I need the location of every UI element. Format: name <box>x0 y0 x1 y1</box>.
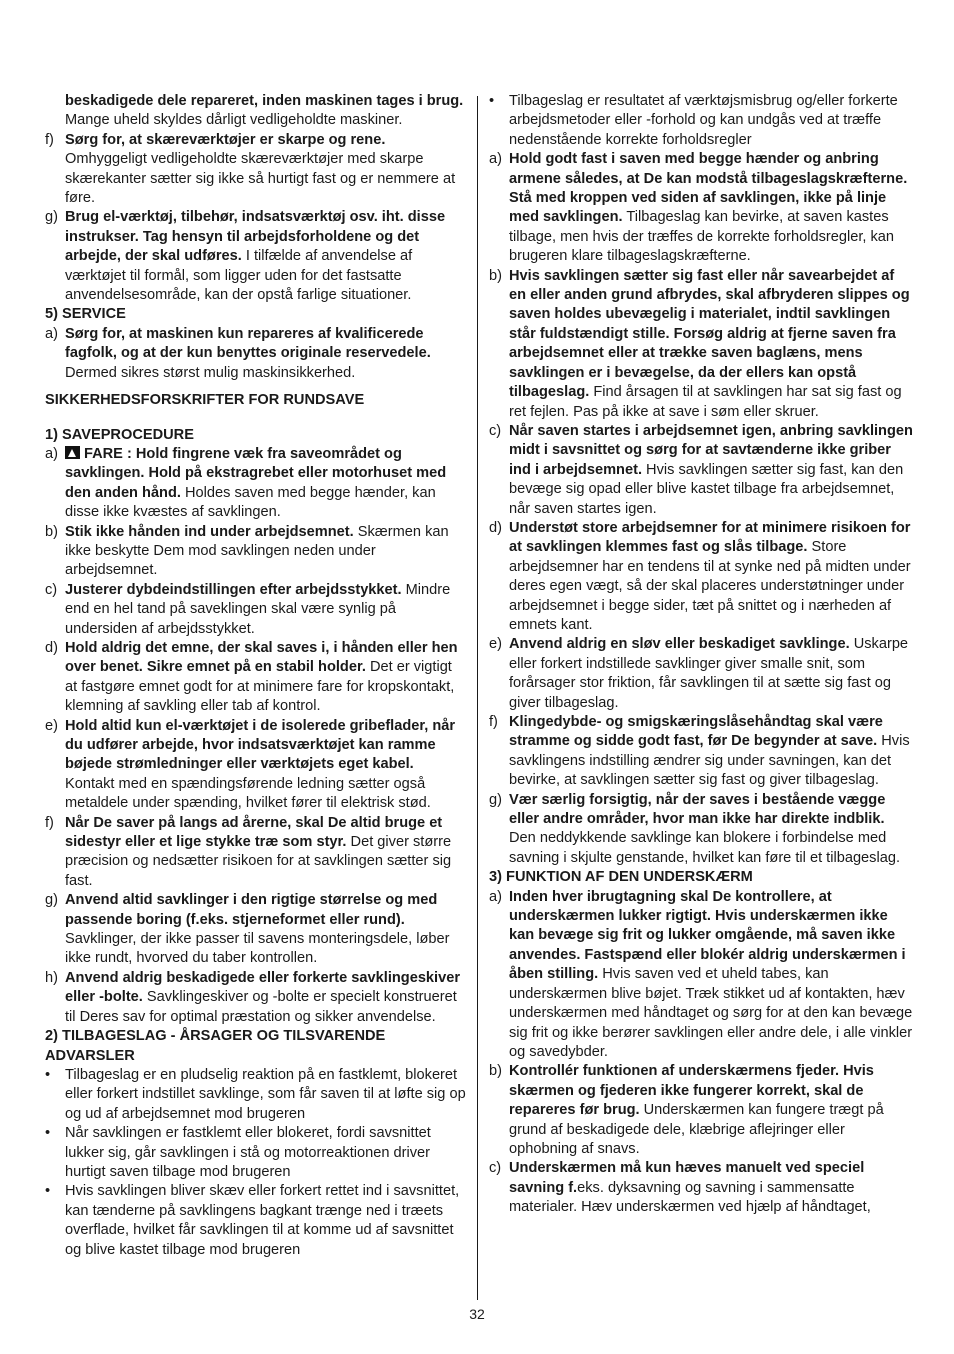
list-marker: g) <box>489 791 502 808</box>
list-marker: g) <box>45 892 58 909</box>
bold-instruction: Anvend altid savklinger i den rigtige størrelse og med passende boring (f.eks. stjerneformet eller rund). <box>65 892 438 928</box>
list-marker: c) <box>45 581 58 598</box>
instruction-paragraph <box>45 969 467 1027</box>
right-column <box>489 92 913 1218</box>
explanation-text: Mindre end en hel tand på saveklingen skal være synlig på undersiden af arbejdsstykket. <box>65 581 451 637</box>
list-marker: a) <box>45 445 58 462</box>
list-marker: b) <box>45 523 58 540</box>
bold-instruction: Hvis savklingen sætter sig fast eller når savearbejdet af en eller anden grund afbrydes, skal afbryderen slippes og saven holdes ubevægelig i materialet, indtil savklingen står fuldstændigt stille. Forsøg aldrig at fjerne saven fra arbejdsemnet eller at trække saven baglæns, mens savklingen er i bevægelse, da der ellers kan opstå tilbageslag. <box>509 267 910 401</box>
list-marker: e) <box>489 636 502 653</box>
bold-instruction: Anvend aldrig en sløv eller beskadiget savklinge. <box>509 636 850 653</box>
explanation-text: Hvis saven ved et uheld tabes, kan underskærmen blive bøjet. Træk stikket ud af kontakten, hæv underskærmen med håndtaget og sørg for at den kan bevæge sig frit og ikke berører savklingen eller andre dele, i alle vinkler og savedybder. <box>509 966 913 1060</box>
explanation-text: Underskærmen kan fungere trægt på grund af beskadigede dele, klæbrige aflejringer eller ophobning af snavs. <box>509 1102 884 1157</box>
bold-instruction: Hold altid kun el-værktøjet i de isolerede gribeflader, når du udfører arbejde, hvor indsatsværktøjet kan ramme bøjede strømledninger eller værktøjets eget kabel. <box>65 717 456 773</box>
instruction-paragraph <box>45 325 467 383</box>
paragraph-text <box>65 92 467 131</box>
instruction-paragraph <box>489 713 913 791</box>
instruction-paragraph <box>489 422 913 519</box>
bold-instruction: Kontrollér funktionen af underskærmens fjeder. Hvis skærmen og fjederen ikke fungerer korrekt, skal de repareres før brug. <box>509 1063 874 1119</box>
explanation-text: I tilfælde af anvendelse af værktøjet til formål, som ligger uden for det fastsatte anvendelsesområde, kan der opstå farlige situationer. <box>65 248 413 304</box>
paragraph-text <box>65 639 467 717</box>
list-marker: • <box>489 93 495 109</box>
instruction-paragraph <box>489 791 913 869</box>
explanation-text: Uskarpe eller forkert indstillede savklinger giver smalle snit, som forårsager stor friktion, får savklingen til at sætte sig fast og giver tilbageslag. <box>509 636 909 711</box>
paragraph-text <box>509 888 913 1063</box>
bold-instruction: Hold godt fast i saven med begge hænder og anbring armene således, at De kan modstå tilbageslagskræfterne. Stå med kroppen ved siden af savklingen, ikke på linje med savklingen. <box>509 151 908 226</box>
paragraph-text <box>65 1124 467 1182</box>
explanation-text: Find årsagen til at savklingen har sat sig fast og ret fejlen. Pas på ikke at save i søm eller skruer. <box>509 384 902 420</box>
bold-instruction: Når De saver på langs ad årerne, skal De altid bruge et sidestyr eller et lige stykke træ som styr. <box>65 814 443 851</box>
instruction-paragraph <box>45 1182 467 1260</box>
paragraph-text <box>65 969 467 1027</box>
paragraph-text <box>65 1066 467 1124</box>
paragraph-text <box>65 581 467 639</box>
subsection-heading: 1) SAVEPROCEDURE <box>45 426 194 443</box>
left-column <box>45 92 467 1260</box>
explanation-text: Omhyggeligt vedligeholdte skæreværktøjer med skarpe skærekanter sætter sig ikke så hurtigt fast og er nemmere at føre. <box>65 151 456 207</box>
list-marker: e) <box>45 717 58 734</box>
explanation-text: Den neddykkende savklinge kan blokere i forbindelse med savning i skjulte genstande, hvilket kan føre til et tilbageslag. <box>509 830 901 866</box>
explanation-text: Hvis savklingens indstilling ændrer sig under savningen, kan det bevirke, at savklingen sætter sig fast og giver tilbageslag. <box>509 733 910 789</box>
bold-instruction: Vær særlig forsigtig, når der saves i bestående vægge eller andre områder, hvor man ikke har direkte indblik. <box>509 791 886 828</box>
explanation-text: Det er vigtigt at fastgøre emnet godt for at minimere fare for kropskontakt, klemning af savkling eller tab af kontrol. <box>65 659 455 715</box>
paragraph-text <box>509 791 913 869</box>
list-marker: c) <box>489 422 502 439</box>
list-marker: • <box>45 1125 51 1142</box>
explanation-text: Store arbejdsemner har en tendens til at synke ned på midten under deres egen vægt, så der skal placeres understøtninger under arbejdsemnet i begge sider, tæt på snittet og i nærheden af emnets kant. <box>509 539 911 633</box>
instruction-paragraph <box>489 92 913 150</box>
bold-instruction: Understøt store arbejdsemner for at minimere risikoen for at savklingen klemmes fast og slås tilbage. <box>509 519 911 556</box>
list-marker: f) <box>45 814 54 831</box>
list-marker: • <box>45 1183 51 1200</box>
bold-instruction: Anvend aldrig beskadigede eller forkerte savklingeskiver eller -bolte. <box>65 969 461 1006</box>
page-number: 32 <box>469 1306 485 1322</box>
instruction-paragraph <box>45 445 467 523</box>
paragraph-text <box>509 150 913 266</box>
explanation-text: Holdes saven med begge hænder, kan disse ikke kvæstes af savklingen. <box>65 484 436 521</box>
instruction-paragraph <box>489 519 913 635</box>
paragraph-text <box>65 717 467 814</box>
section-heading: SIKKERHEDSFORSKRIFTER FOR RUNDSAVE <box>45 392 365 409</box>
explanation-text: Savklingeskiver og -bolte er specielt konstrueret til Deres sav for optimal præstation og sikker anvendelse. <box>65 989 457 1025</box>
list-marker: f) <box>45 131 54 148</box>
instruction-paragraph <box>489 1159 913 1217</box>
instruction-paragraph <box>45 208 467 305</box>
paragraph-text <box>65 208 467 305</box>
instruction-paragraph <box>45 717 467 814</box>
paragraph-text <box>509 635 913 713</box>
instruction-paragraph <box>489 267 913 422</box>
instruction-paragraph <box>489 888 913 1063</box>
subsection-heading: 3) FUNKTION AF DEN UNDERSKÆRM <box>489 869 753 886</box>
explanation-text: Hvis savklingen bliver skæv eller forkert rettet ind i savsnittet, kan tænderne på savklingens bagkant trænge ned i træets overflade, hvilket får savklingen til at komme ud af savsnittet og blive kastet tilbage mod brugeren <box>65 1183 460 1258</box>
explanation-text: Skærmen kan ikke beskytte Dem mod savklingen neden under arbejdsemnet. <box>65 523 449 579</box>
warning-triangle-icon <box>65 446 80 459</box>
list-marker: • <box>45 1066 51 1083</box>
paragraph-text <box>65 325 467 383</box>
list-marker: c) <box>489 1160 502 1177</box>
instruction-paragraph <box>489 635 913 713</box>
list-marker: b) <box>489 1063 502 1080</box>
list-marker: a) <box>45 325 58 342</box>
explanation-text: Tilbageslag er resultatet af værktøjsmisbrug og/eller forkerte arbejdsmetoder eller -forhold og kan undgås ved at træffe nedenstående korrekte forholdsregler <box>509 93 898 148</box>
bold-instruction: Sørg for, at skæreværktøjer er skarpe og rene. <box>65 131 386 148</box>
explanation-text: eks. dyksavning og savning i sammensatte materialer. Hæv underskærmen ved hjælp af håndtaget, <box>509 1179 871 1216</box>
explanation-text: Mange uheld skyldes dårligt vedligeholdte maskiner. <box>65 112 403 129</box>
explanation-text: Når savklingen er fastklemt eller blokeret, fordi savsnittet lukker sig, går savklingen i stå og motorreaktionen driver hurtigt saven tilbage mod brugeren <box>65 1125 431 1180</box>
explanation-text: Dermed sikres størst mulig maskinsikkerhed. <box>65 364 356 381</box>
list-marker: d) <box>45 639 58 656</box>
paragraph-text <box>509 713 913 791</box>
list-marker: g) <box>45 209 58 226</box>
bold-instruction: beskadigede dele repareret, inden maskinen tages i brug. <box>65 93 464 109</box>
list-marker: d) <box>489 519 502 536</box>
paragraph-text <box>65 814 467 892</box>
paragraph-text <box>509 1159 913 1217</box>
bold-instruction: Stik ikke hånden ind under arbejdsemnet. <box>65 523 354 540</box>
explanation-text: Kontakt med en spændingsførende ledning sætter også metaldele under spænding, hvilket fører til elektrisk stød. <box>65 775 431 812</box>
paragraph-text <box>509 92 913 150</box>
subsection-heading: 2) TILBAGESLAG - ÅRSAGER OG TILSVARENDE ADVARSLER <box>45 1028 386 1064</box>
list-marker: h) <box>45 969 58 986</box>
explanation-text: Tilbageslag kan bevirke, at saven kastes tilbage, men hvis der træffes de korrekte forholdsregler, kan brugeren klare tilbageslagskræfterne. <box>509 209 895 265</box>
explanation-text: Tilbageslag er en pludselig reaktion på en fastklemt, blokeret eller forkert indstillet savklinge, som får saven til at løfte sig op og ud af arbejdsemnet mod brugeren <box>65 1066 466 1122</box>
list-marker: b) <box>489 267 502 284</box>
bold-instruction: FARE : Hold fingrene væk fra saveområdet og savklingen. Hold på ekstragrebet eller motorhuset med den anden hånd. <box>65 445 447 501</box>
instruction-paragraph <box>489 150 913 266</box>
paragraph-text <box>509 267 913 422</box>
bold-instruction: Justerer dybdeindstillingen efter arbejdsstykket. <box>65 581 402 598</box>
instruction-paragraph <box>45 814 467 892</box>
bold-instruction: Hold aldrig det emne, der skal saves i, i hånden eller hen over benet. Sikre emnet på en stabil holder. <box>65 639 458 676</box>
instruction-paragraph <box>45 639 467 717</box>
explanation-text: Det giver større præcision og nedsætter risikoen for at savklingen sætter sig fast. <box>65 834 452 889</box>
bold-instruction: Inden hver ibrugtagning skal De kontrollere, at underskærmen lukker rigtigt. Hvis underskærmen ikke kan bevæge sig frit og lukker omgående, må saven ikke anvendes. Fastspænd eller blokér aldrig underskærmen i åben stilling. <box>509 888 906 983</box>
list-marker: a) <box>489 888 502 905</box>
instruction-paragraph <box>45 1124 467 1182</box>
instruction-paragraph <box>45 92 467 131</box>
list-marker <box>45 92 65 131</box>
paragraph-text <box>509 519 913 635</box>
paragraph-text <box>509 1062 913 1159</box>
bold-instruction: Brug el-værktøj, tilbehør, indsatsværktøj osv. iht. disse instrukser. Tag hensyn til arbejdsforholdene og det arbejde, der skal udføres. <box>65 209 446 265</box>
paragraph-text <box>65 891 467 969</box>
paragraph-text <box>509 422 913 519</box>
paragraph-text <box>65 131 467 209</box>
instruction-paragraph <box>489 1062 913 1159</box>
instruction-paragraph <box>45 131 467 209</box>
bold-instruction: Når saven startes i arbejdsemnet igen, anbring savklingen midt i savsnittet og sørg for at savtænderne ikke griber ind i arbejdsemnet. <box>509 422 913 478</box>
instruction-paragraph <box>45 523 467 581</box>
paragraph-text <box>65 1182 467 1260</box>
bold-instruction: Underskærmen må kun hæves manuelt ved speciel savning f. <box>509 1160 865 1196</box>
bold-instruction: Sørg for, at maskinen kun repareres af kvalificerede fagfolk, og at der kun benyttes originale reservedele. <box>65 325 431 362</box>
instruction-paragraph <box>45 1066 467 1124</box>
subsection-heading: 5) SERVICE <box>45 306 126 323</box>
paragraph-text <box>65 445 467 523</box>
list-marker: f) <box>489 714 498 730</box>
paragraph-text <box>65 523 467 581</box>
column-divider <box>477 96 478 1300</box>
explanation-text: Savklinger, der ikke passer til savens monteringsdele, løber ikke rundt, hvorved du taber kontrollen. <box>65 931 450 967</box>
bold-instruction: Klingedybde- og smigskæringslåsehåndtag skal være stramme og sidde godt fast, før De begynder at save. <box>509 714 883 750</box>
explanation-text: Hvis savklingen sætter sig fast, kan den bevæge sig opad eller blive kastet tilbage fra arbejdsemnet, når saven startes igen. <box>509 461 904 517</box>
instruction-paragraph <box>45 891 467 969</box>
instruction-paragraph <box>45 581 467 639</box>
list-marker: a) <box>489 151 502 168</box>
